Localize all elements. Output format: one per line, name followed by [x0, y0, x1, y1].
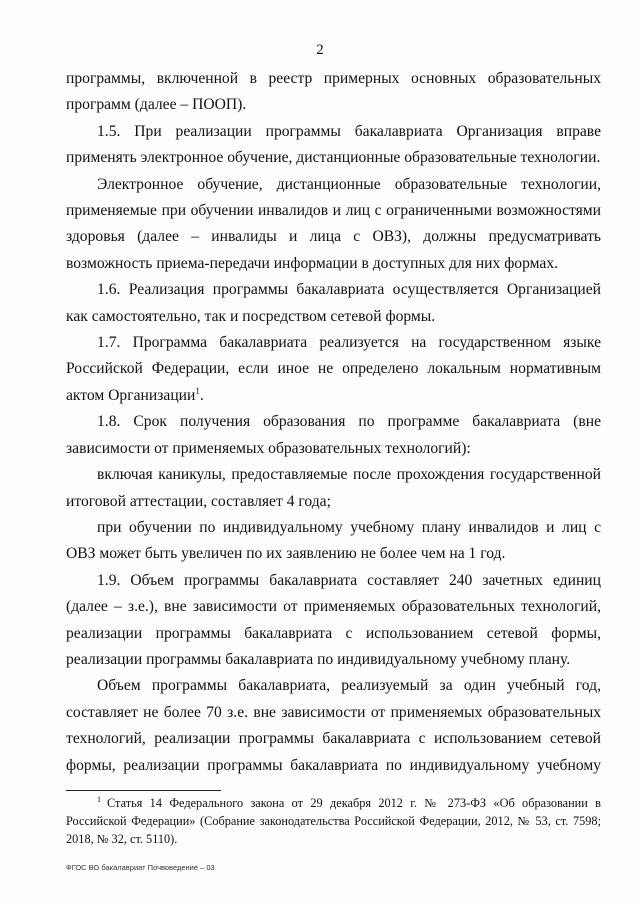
footnote-text: Статья 14 Федерального закона от 29 декабря 2012 г. № 273-ФЗ «Об образовании в Российской Федерации» (Собрание законодательства Российской Федерации, 2012, № 53, ст. 7598; 2018, № 32, ст. 5110).: [66, 796, 601, 846]
document-code: ФГОС ВО бакалавриат Почвоведение – 03: [66, 863, 215, 872]
footnote-marker: 1: [97, 795, 101, 804]
paragraph-pooP-continuation: программы, включенной в реестр примерных основных образовательных программ (далее – ПООП).: [66, 70, 601, 114]
paragraph-annual-volume: Объем программы бакалавриата, реализуемый за один учебный год, составляет не более 70 з.е. вне зависимости от применяемых образовательных технологий, реализации программы бакалавриата с использованием сетевой формы, реализации программы бакалавриата по индивидуальному учебному: [66, 677, 601, 774]
footnote: [66, 794, 601, 848]
paragraph-1-5: 1.5. При реализации программы бакалавриата Организация вправе применять электронное обучение, дистанционные образовательные технологии.: [66, 122, 601, 167]
body-text: [66, 66, 601, 779]
page-number: 2: [316, 42, 324, 58]
paragraph-holidays: включая каникулы, предоставляемые после прохождения государственной итоговой аттестации, составляет 4 года;: [66, 466, 601, 510]
footnote-separator: [66, 790, 221, 791]
paragraph-1-6: 1.6. Реализация программы бакалавриата осуществляется Организацией как самостоятельно, так и посредством сетевой формы.: [66, 281, 601, 325]
footnote-reference[interactable]: 1: [195, 385, 200, 396]
paragraph-e-learning-ovz: Электронное обучение, дистанционные образовательные технологии, применяемые при обучении инвалидов и лиц с ограниченными возможностями здоровья (далее – инвалиды и лица с ОВЗ), должны предусматривать возможность приема-передачи информации в доступных для них формах.: [66, 175, 601, 272]
paragraph-1-7-text: 1.7. Программа бакалавриата реализуется на государственном языке Российской Федерации, если иное не определено локальным нормативным актом Организации: [66, 334, 601, 404]
paragraph-1-7: [66, 330, 601, 409]
paragraph-1-8: 1.8. Срок получения образования по программе бакалавриата (вне зависимости от применяемых образовательных технологий):: [66, 413, 601, 457]
paragraph-1-7-suffix: .: [199, 386, 204, 404]
paragraph-individual-plan: при обучении по индивидуальному учебному плану инвалидов и лиц с ОВЗ может быть увеличен по их заявлению не более чем на 1 год.: [66, 518, 601, 563]
paragraph-1-9: 1.9. Объем программы бакалавриата составляет 240 зачетных единиц (далее – з.е.), вне зависимости от применяемых образовательных технологий, реализации программы бакалавриата с использованием сетевой формы, реализации программы бакалавриата по индивидуальному учебному плану.: [66, 571, 601, 668]
